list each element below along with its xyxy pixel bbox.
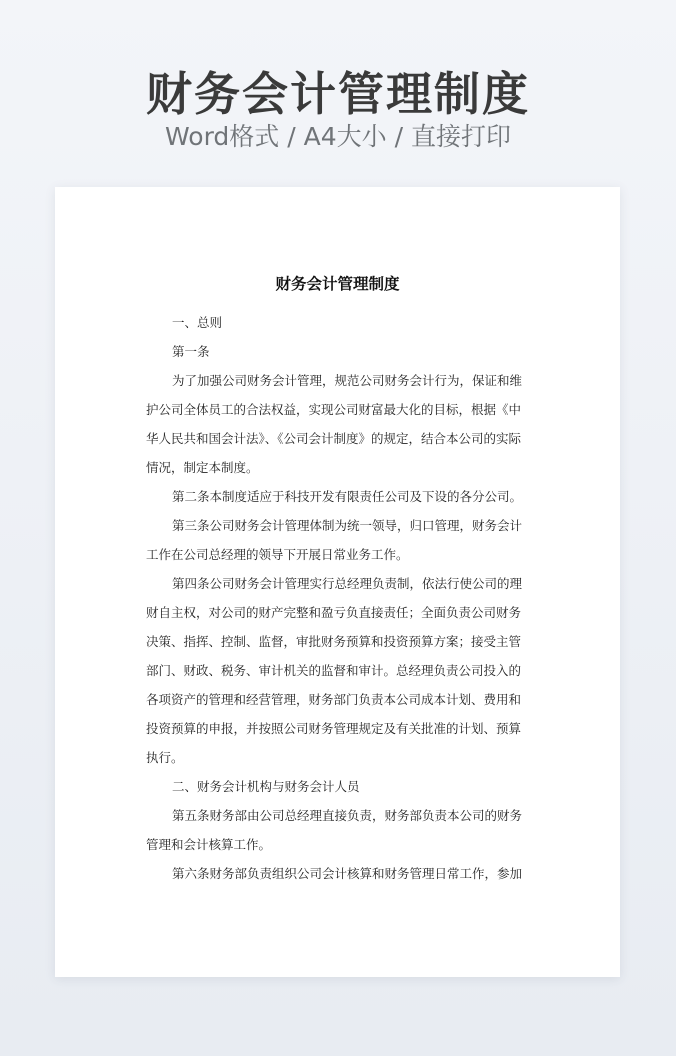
section-heading-general: 一、总则 <box>172 315 223 330</box>
banner-subtitle: Word格式 / A4大小 / 直接打印 <box>165 122 511 151</box>
banner-title: 财务会计管理制度 <box>146 67 530 121</box>
paragraph-line: 管理和会计核算工作。 <box>146 837 272 852</box>
paragraph-line: 执行。 <box>146 750 184 765</box>
paragraph-line: 为了加强公司财务会计管理，规范公司财务会计行为，保证和维 <box>172 373 523 388</box>
paragraph-line: 第四条公司财务会计管理实行总经理负责制，依法行使公司的理 <box>172 576 523 591</box>
paragraph-line: 护公司全体员工的合法权益，实现公司财富最大化的目标，根据《中 <box>146 402 522 417</box>
paragraph-line: 第三条公司财务会计管理体制为统一领导，归口管理，财务会计 <box>172 518 523 533</box>
paragraph-line: 工作在公司总经理的领导下开展日常业务工作。 <box>146 547 409 562</box>
document-title: 财务会计管理制度 <box>275 275 400 293</box>
paragraph-line: 决策、指挥、控制、监督，审批财务预算和投资预算方案；接受主管 <box>146 634 522 649</box>
article-1-heading: 第一条 <box>172 344 210 359</box>
paragraph-line: 第二条本制度适应于科技开发有限责任公司及下设的各分公司。 <box>172 489 523 504</box>
paragraph-line: 财自主权，对公司的财产完整和盈亏负直接责任；全面负责公司财务 <box>146 605 522 620</box>
document-page <box>55 187 620 977</box>
paragraph-line: 第五条财务部由公司总经理直接负责，财务部负责本公司的财务 <box>172 808 523 823</box>
paragraph-line: 华人民共和国会计法》、《公司会计制度》的规定，结合本公司的实际 <box>146 431 522 446</box>
paragraph-line: 部门、财政、税务、审计机关的监督和审计。总经理负责公司投入的 <box>146 663 522 678</box>
paragraph-line: 投资预算的申报，并按照公司财务管理规定及有关批准的计划、预算 <box>146 721 522 736</box>
paragraph-line: 第六条财务部负责组织公司会计核算和财务管理日常工作，参加 <box>172 866 523 881</box>
section-heading-staff: 二、财务会计机构与财务会计人员 <box>172 779 360 794</box>
paragraph-line: 情况，制定本制度。 <box>146 460 259 475</box>
document-body <box>146 308 528 888</box>
paragraph-line: 各项资产的管理和经营管理，财务部门负责本公司成本计划、费用和 <box>146 692 522 707</box>
